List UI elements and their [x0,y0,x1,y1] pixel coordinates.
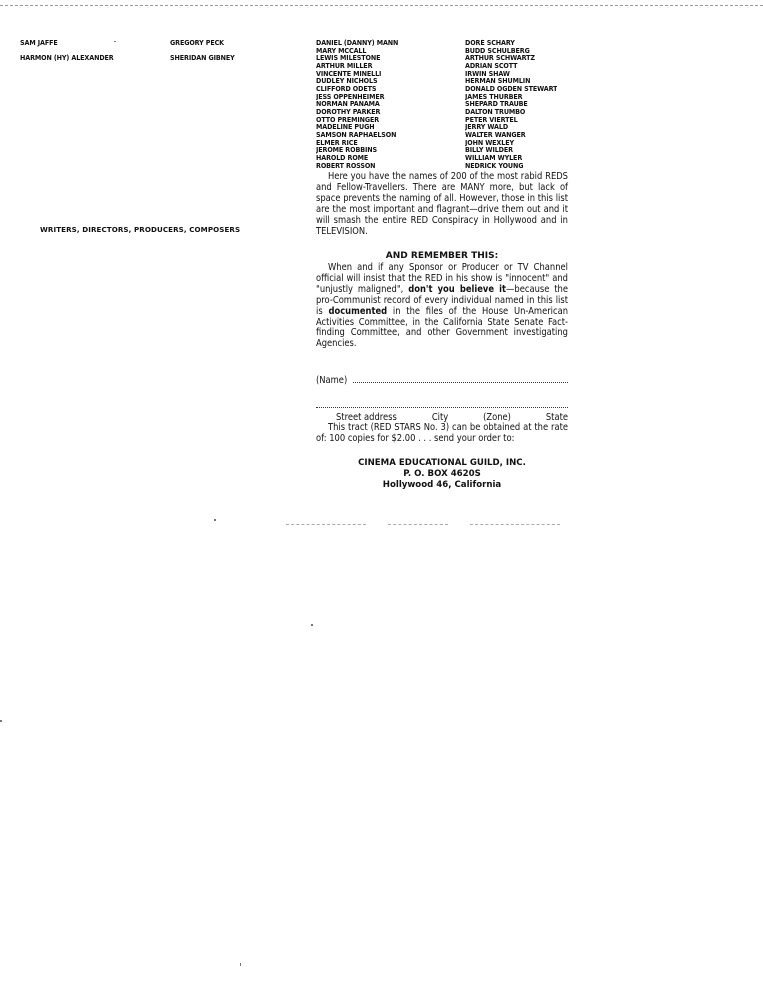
scan-speck [214,519,216,521]
name-entry: DONALD OGDEN STEWART [465,84,558,93]
name-entry: ROBERT ROSSON [316,161,376,170]
name-entry: BILLY WILDER [465,146,513,154]
name-column-1 [20,39,114,62]
warning-text-emphasis: don't you believe it [408,283,507,295]
name-entry: MADELINE PUGH [316,123,375,131]
name-entry: ARTHUR MILLER [316,61,373,70]
faded-rule-fragment [470,524,560,525]
name-entry: DANIEL (DANNY) MANN [316,39,399,47]
name-field-line [316,374,568,386]
name-column-4 [465,39,557,169]
intro-paragraph: Here you have the names of 200 of the most rabid REDS and Fellow-Travellers. There are MANY more, but lack of space prevents the naming of all. However, those in this list are the most important and flagrant—drive them out and it will smash the entire RED Conspiracy in Hollywood and in TELEVISION. [316,171,568,237]
name-entry: JAMES THURBER [465,92,523,101]
faded-rule-fragment [388,524,448,525]
remember-heading: AND REMEMBER THIS: [385,251,499,261]
name-entry: MARY MCCALL [316,46,367,55]
zone-label: (Zone) [483,412,511,423]
address-blank-rule [316,407,568,408]
heading-spacer [20,47,114,55]
name-entry: CLIFFORD ODETS [316,84,377,93]
name-entry: HERMAN SHUMLIN [465,77,531,85]
city-label: City [431,412,449,423]
street-label: Street address [336,412,397,423]
name-entry: NEDRICK YOUNG [465,161,524,170]
warning-text-e: in the files of the House Un-American Activities Committee, in the California State Senate Fact-finding Committee, and other Government investigating Agencies. [316,305,569,350]
name-entry: WILLIAM WYLER [465,153,523,162]
state-label: State [545,412,568,423]
writers-list-a [20,54,114,62]
top-edge-rule [0,5,763,6]
name-entry: SAM JAFFE [20,39,58,47]
name-entry: WALTER WANGER [465,130,526,139]
name-entry: GREGORY PECK [170,39,225,47]
name-entry: OTTO PREMINGER [316,115,380,124]
name-blank [353,374,568,383]
warning-text-c: —because the pro-Communist record of every individual named in this list is [316,283,568,317]
name-entry: IRWIN SHAW [465,69,510,78]
name-entry: ARTHUR SCHWARTZ [465,54,535,62]
name-entry: SAMSON RAPHAELSON [316,130,397,139]
name-entry: LEWIS MILESTONE [316,54,381,62]
name-entry: HAROLD ROME [316,153,369,162]
scan-speck [0,720,2,722]
scan-speck [311,624,313,626]
warning-paragraph [316,263,568,350]
name-entry: JERRY WALD [465,123,509,131]
name-entry: BUDD SCHULBERG [465,46,530,55]
name-entry: JOHN WEXLEY [465,138,514,147]
name-entry: DALTON TRUMBO [465,107,526,116]
actors-list-b [170,39,255,47]
name-label: (Name) [316,375,348,386]
name-entry: HARMON (HY) ALEXANDER [20,54,114,62]
name-entry: JEROME ROBBINS [316,146,377,154]
name-entry: VINCENTE MINELLI [316,69,382,78]
name-entry: DOROTHY PARKER [316,107,381,116]
name-column-2 [170,39,255,62]
name-entry: NORMAN PANAMA [316,100,380,108]
name-entry: JESS OPPENHEIMER [316,92,385,101]
actors-list-a [20,39,114,47]
warning-text-documented: documented [328,305,388,317]
guild-po-box: P. O. BOX 4620S [403,469,481,479]
name-entry: ADRIAN SCOTT [465,61,518,70]
name-entry: DUDLEY NICHOLS [316,77,378,85]
heading-spacer [170,47,255,55]
guild-city: Hollywood 46, California [382,480,502,490]
guild-name: CINEMA EDUCATIONAL GUILD, INC. [358,458,526,468]
faded-rule-fragment [286,524,366,525]
writers-list-b [170,54,255,62]
scan-speck [114,41,116,42]
name-column-3 [316,39,398,169]
name-entry: SHEPARD TRAUBE [465,100,528,108]
order-paragraph: This tract (RED STARS No. 3) can be obtained at the rate of: 100 copies for $2.00 . . . send your order to: [316,422,568,444]
scan-speck [240,963,241,966]
name-entry: PETER VIERTEL [465,115,518,124]
name-entry: SHERIDAN GIBNEY [170,54,235,62]
section-heading-writers-directors: WRITERS, DIRECTORS, PRODUCERS, COMPOSERS [40,225,241,234]
name-entry: DORÉ SCHARY [465,39,515,47]
warning-text-a: When and if any Sponsor or Producer or TV Channel official will insist that the RED in his show is "innocent" and "unjustly maligned", [316,262,568,295]
name-entry: ELMER RICE [316,138,358,147]
